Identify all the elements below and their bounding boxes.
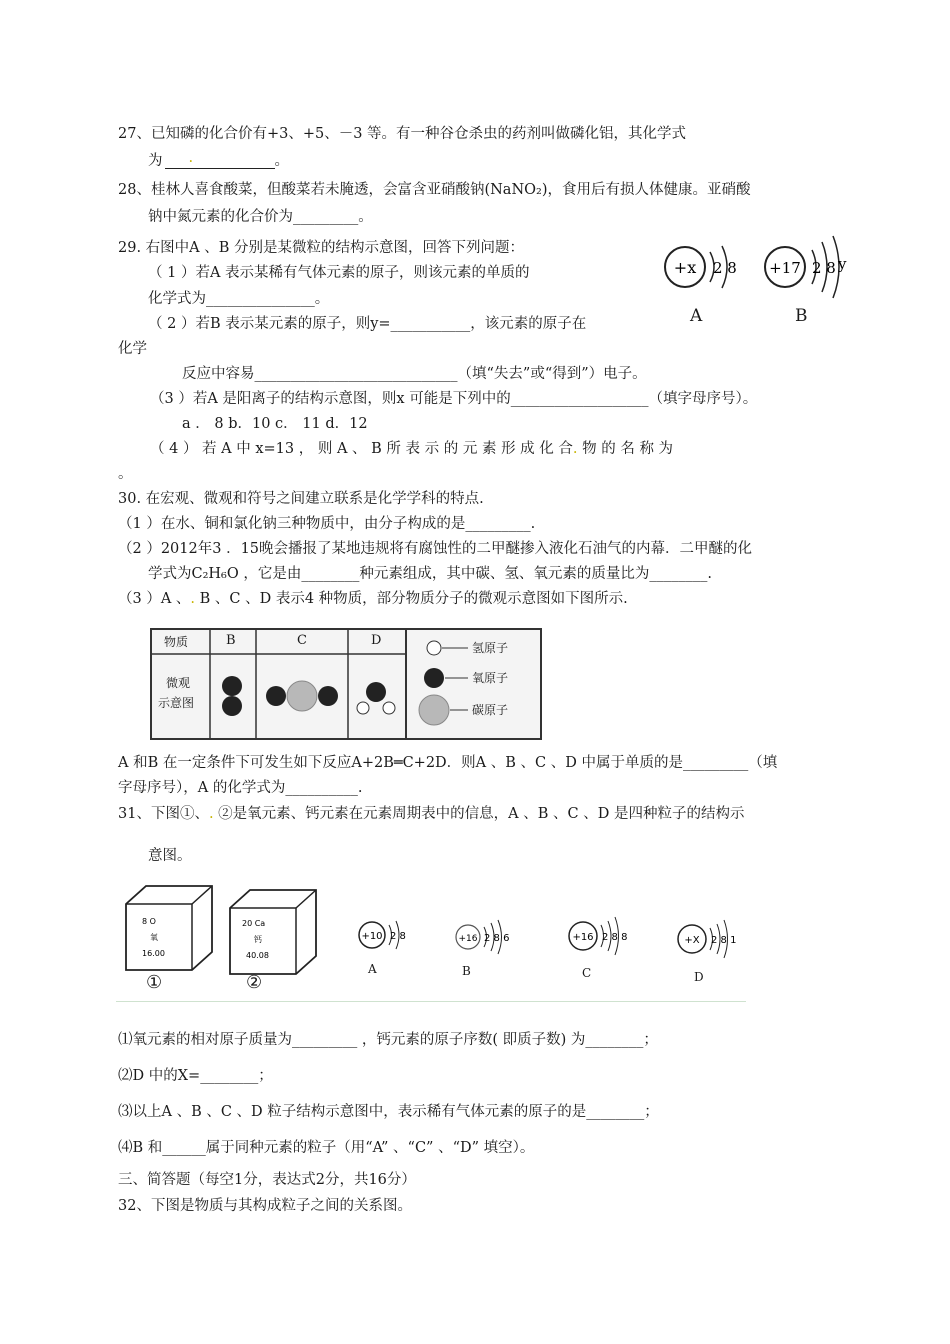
q30-part2-line2: 学式为C₂H₆O ，它是由________种元素组成，其中碳、氢、氧元素的质量比为________. — [148, 566, 712, 582]
legend-carbon-label: 碳原子 — [472, 703, 509, 717]
q31-sub3: ⑶以上A 、B 、C 、D 粒子结构示意图中，表示稀有气体元素的原子的是________； — [118, 1104, 659, 1120]
q27-prefix: 为 — [148, 153, 163, 169]
atom-a-nucleus-label: +x — [673, 258, 697, 277]
q31-intro-line2: 意图。 — [148, 848, 192, 864]
molecule-table — [150, 628, 542, 740]
card-calcium-top: 20 Ca — [242, 919, 266, 928]
card-calcium-name: 钙 — [254, 935, 262, 944]
q27-suffix: 。 — [274, 153, 289, 169]
section-3-heading: 三、简答题（每空1分，表达式2分，共16分） — [118, 1172, 416, 1188]
q29-part4-line1: （ 4 ） 若 A 中 x=13 ， 则 A 、 B 所 表 示 的 元 素 形 成 化 合. 物 的 名 称 为 — [150, 441, 674, 457]
table-header-substance: 物质 — [164, 635, 189, 649]
atom-b-outer-electrons: y — [838, 255, 847, 273]
q31-sub2: ⑵D 中的X=________； — [118, 1068, 273, 1084]
molecule-d-hydrogen-1 — [357, 702, 369, 714]
atom-a-label: A — [690, 306, 703, 326]
atom-a-diagram — [662, 238, 752, 328]
table-row-label-2: 示意图 — [158, 696, 195, 710]
q30-part3: （3 ）A 、. B 、C 、D 表示4 种物质，部分物质分子的微观示意图如下图所示. — [118, 591, 628, 607]
particle-d-label: D — [694, 970, 704, 984]
q29-part3-options: a ． 8 b．10 c． 11 d．12 — [182, 416, 368, 432]
card-calcium-mass: 40.08 — [246, 951, 269, 960]
particle-d-diagram — [674, 918, 754, 968]
atom-b-label: B — [795, 306, 808, 326]
molecule-c-carbon — [287, 681, 317, 711]
q27-answer-blank[interactable]: . — [165, 148, 275, 169]
particle-c-diagram — [566, 915, 646, 965]
q29-part2-line1b: 化学 — [118, 341, 147, 357]
q30-part3-b: B 、C 、D 表示4 种物质，部分物质分子的微观示意图如下图所示. — [195, 591, 628, 607]
q29-part1-line1: （ 1 ）若A 表示某稀有气体元素的原子，则该元素的单质的 — [148, 265, 530, 281]
particle-b-diagram — [452, 917, 532, 967]
figure-divider — [116, 1001, 746, 1002]
legend-oxygen-symbol — [424, 668, 444, 688]
q28-line2: 钠中氮元素的化合价为_________。 — [148, 209, 373, 225]
q31-sub4: ⑷B 和______属于同种元素的粒子（用“A” 、“C” 、“D” 填空）。 — [118, 1140, 535, 1156]
legend-hydrogen-label: 氢原子 — [472, 641, 509, 655]
q29-part1-line2: 化学式为_______________。 — [148, 291, 330, 307]
particle-a-diagram — [354, 915, 424, 965]
atom-b-electrons: 2 8 — [812, 259, 836, 277]
molecule-d-oxygen — [366, 682, 386, 702]
q29-part3-line1: （3 ）若A 是阳离子的结构示意图，则x 可能是下列中的___________________（填字母序号）。 — [150, 391, 758, 407]
card-oxygen-name: 氧 — [150, 933, 158, 942]
q30-part1: （1 ）在水、铜和氯化钠三种物质中，由分子构成的是_________. — [118, 516, 536, 532]
particle-d-electrons: 2 8 1 — [711, 935, 737, 946]
particle-b-electrons: 2 8 6 — [484, 933, 510, 944]
q32-intro: 32、下图是物质与其构成粒子之间的关系图。 — [118, 1198, 412, 1214]
q30-after-line1: A 和B 在一定条件下可发生如下反应A+2B═C+2D．则A 、B 、C 、D 中属于单质的是_________（填 — [118, 755, 778, 771]
q31-intro-a: 31、下图①、 — [118, 806, 209, 822]
element-card-calcium — [226, 886, 322, 980]
particle-a-label: A — [368, 962, 377, 976]
q29-intro: 29. 右图中A 、B 分别是某微粒的结构示意图，回答下列问题： — [118, 240, 525, 256]
element-card-oxygen — [122, 882, 218, 976]
q29-part2-line1: （ 2 ）若B 表示某元素的原子，则y=___________，该元素的原子在 — [148, 316, 587, 332]
molecule-d-hydrogen-2 — [383, 702, 395, 714]
table-header-d: D — [371, 633, 382, 648]
table-row-label-1: 微观 — [166, 676, 191, 690]
q29-part2-line2: 反应中容易____________________________（填“失去”或“得到”）电子。 — [182, 366, 647, 382]
legend-oxygen-label: 氧原子 — [472, 671, 509, 685]
q30-part2-line1: （2 ）2012年3 ．15晚会播报了某地违规将有腐蚀性的二甲醚掺入液化石油气的内幕．二甲醚的化 — [118, 541, 753, 557]
q30-intro: 30. 在宏观、微观和符号之间建立联系是化学学科的特点. — [118, 491, 484, 507]
atom-a-electrons: 2 8 — [713, 259, 737, 277]
legend-hydrogen-symbol — [427, 641, 441, 655]
q31-intro-b: ②是氧元素、钙元素在元素周期表中的信息，A 、B 、C 、D 是四种粒子的结构示 — [213, 806, 745, 822]
q31-intro: 31、下图①、. ②是氧元素、钙元素在元素周期表中的信息，A 、B 、C 、D 是四种粒子的结构示 — [118, 806, 745, 822]
q29-part4-line2: 。 — [118, 466, 133, 482]
molecule-b-oxygen-1 — [222, 676, 242, 696]
q27-line2 — [148, 151, 289, 172]
q28-line1: 28、桂林人喜食酸菜，但酸菜若未腌透，会富含亚硝酸钠(NaNO₂)，食用后有损人体健康。亚硝酸 — [118, 182, 751, 198]
particle-b-nucleus-label: +16 — [458, 934, 478, 944]
q27-line1: 27、已知磷的化合价有+3、+5、－3 等。有一种谷仓杀虫的药剂叫做磷化铝，其化学式 — [118, 126, 687, 142]
card-calcium-number: ② — [246, 972, 263, 993]
q29-part4-text-b: 物 的 名 称 为 — [577, 441, 674, 457]
particle-c-label: C — [582, 966, 592, 980]
table-header-c: C — [297, 633, 307, 648]
legend-carbon-symbol — [419, 695, 449, 725]
atom-b-nucleus-label: +17 — [769, 259, 801, 277]
particle-a-nucleus-label: +10 — [361, 931, 383, 942]
card-oxygen-number: ① — [146, 972, 163, 993]
card-oxygen-mass: 16.00 — [142, 949, 165, 958]
q31-sub1: ⑴氧元素的相对原子质量为_________ ，钙元素的原子序数( 即质子数) 为________； — [118, 1032, 658, 1048]
molecule-c-oxygen-2 — [318, 686, 338, 706]
particle-c-nucleus-label: +16 — [572, 932, 594, 943]
table-header-b: B — [226, 633, 236, 648]
q30-after-line2: 字母序号），A 的化学式为__________. — [118, 780, 363, 796]
q30-part3-a: （3 ）A 、 — [118, 591, 191, 607]
atom-b-diagram — [760, 232, 860, 327]
card-oxygen-top: 8 O — [142, 917, 156, 926]
molecule-b-oxygen-2 — [222, 696, 242, 716]
molecule-c-oxygen-1 — [266, 686, 286, 706]
particle-a-electrons: 2 8 — [390, 931, 406, 942]
particle-b-label: B — [462, 964, 471, 978]
particle-c-electrons: 2 8 8 — [602, 932, 628, 943]
particle-d-nucleus-label: +X — [684, 935, 700, 946]
q29-part4-text-a: （ 4 ） 若 A 中 x=13 ， 则 A 、 B 所 表 示 的 元 素 形 成 化 合 — [150, 441, 573, 457]
